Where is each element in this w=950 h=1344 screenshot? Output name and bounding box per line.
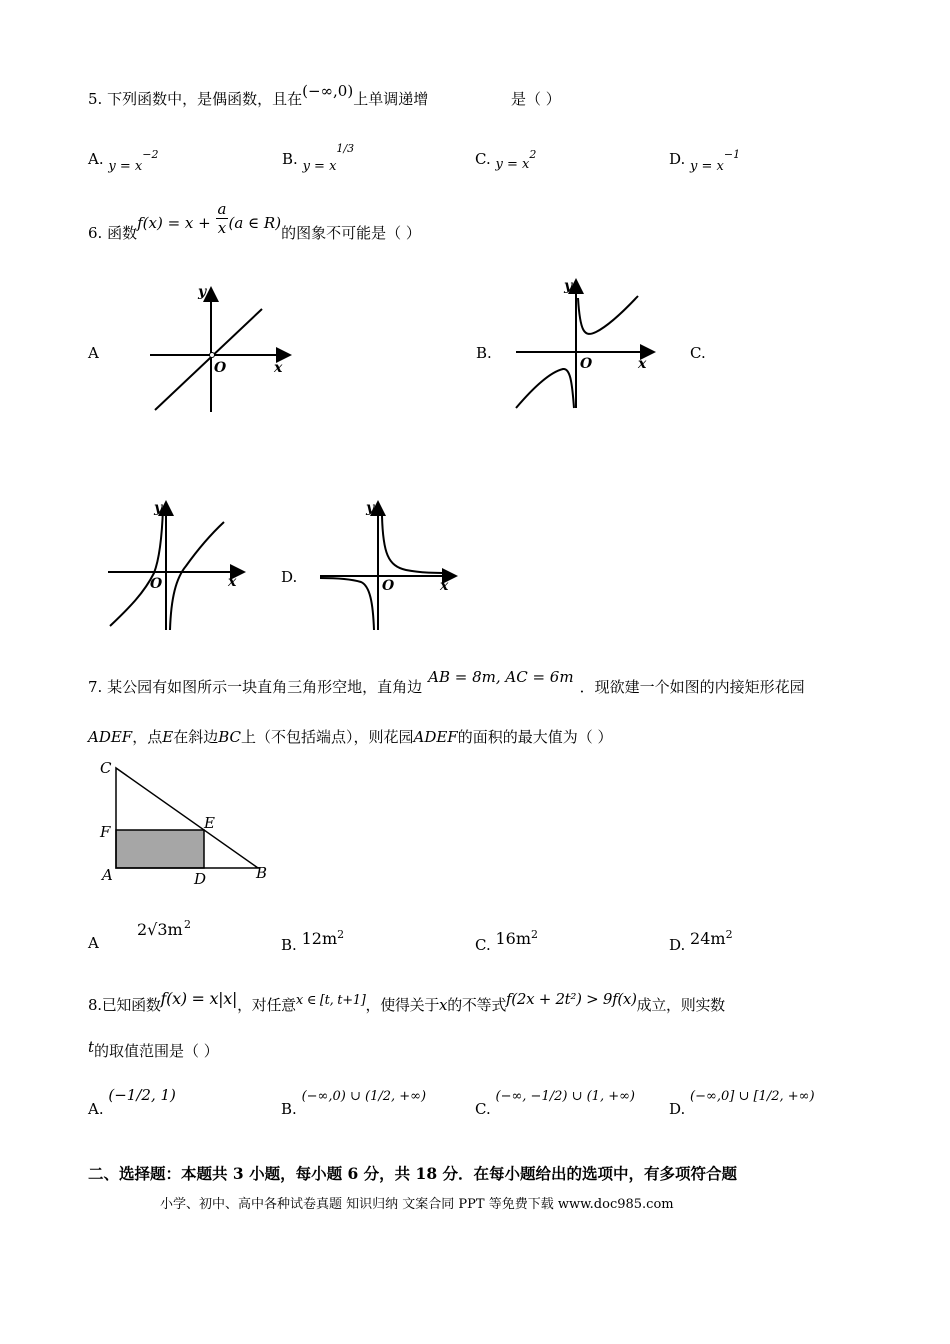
graph-c-y-label: y [154,500,163,516]
q5-stem-a: 下列函数中，是偶函数，且在 [107,90,303,108]
q5-option-a [88,148,159,174]
q7-line2-adef: ADEF [88,728,133,746]
q7-line2-adef2: ADEF [413,728,458,746]
q8-option-a-label: A. [88,1100,104,1118]
q8-stem-a: 已知函数 [101,996,161,1014]
graph-c-origin: O [150,576,163,592]
q7-label-d: D [194,870,207,888]
q7-line2-bc: BC [218,728,241,746]
q5-stem-b: 上单调递增 [353,90,429,108]
q5-option-c [475,148,537,172]
q7-given: AB = 8m, AC = 6m [428,668,574,686]
q5-option-d-sup: −1 [723,148,741,161]
q8-option-a [88,1086,176,1118]
q8-option-b [281,1086,427,1118]
q7-option-c-value: 16m [495,929,532,948]
q5-option-d [669,148,741,174]
q8-option-b-value: (−∞,0) ∪ (1/2, +∞) [301,1089,427,1104]
q8-stem-d: 的不等式 [447,996,507,1014]
q7-line2-f: 的面积的最大值为（ ） [457,728,613,746]
graph-c-x-label: x [228,574,237,590]
q6-label-b: B. [476,344,492,362]
q8-option-d-value: (−∞,0] ∪ [1/2, +∞) [690,1089,815,1104]
q8-stem-e: 成立，则实数 [636,996,725,1014]
q8-option-c [475,1086,636,1118]
q7-label-a: A [102,866,113,884]
q7-triangle-figure [96,756,282,888]
q8-domain: x ∈ [t, t+1] [295,993,366,1008]
q7-option-d-label: D. [669,936,686,954]
graph-d-right-branch [382,516,450,573]
graph-d-y-label: y [366,500,375,516]
q7-label-c: C [100,759,112,777]
q6-word: 函数 [107,224,138,242]
q8-stem-line2 [88,1040,219,1061]
q8-option-d-label: D. [669,1100,686,1118]
graph-a-y-label: y [198,284,207,300]
q5-option-d-expr: y = x [690,159,724,174]
q7-option-b-sup: 2 [337,928,345,941]
q5-option-b-expr: y = x [302,159,337,174]
q7-option-a-sup: 2 [184,918,191,931]
q8-x: x [439,996,448,1014]
q5-option-c-expr: y = x [495,157,530,172]
q7-option-b-label: B. [281,936,297,954]
graph-a-hole [210,353,215,358]
q6-graph-c [104,498,252,634]
graph-b-x-label: x [638,356,647,372]
q8-option-c-label: C. [475,1100,491,1118]
q7-stem-a: 某公园有如图所示一块直角三角形空地，直角边 [107,678,423,696]
section-2-heading: 二、选择题：本题共 3 小题，每小题 6 分，共 18 分．在每小题给出的选项中，有多项符合题 [88,1164,738,1183]
q7-label-b: B [256,864,268,882]
q6-stem [88,200,421,244]
graph-c-right-branch [170,522,224,630]
graph-c-left-branch [110,508,163,626]
q5-option-a-label: A. [88,150,104,168]
graph-b-origin: O [580,356,593,372]
q7-number: 7. [88,678,103,696]
q6-graph-b [508,276,660,412]
q7-line2-c: 在斜边 [173,728,219,746]
q7-stem-line2 [88,726,613,747]
q7-option-a [88,918,208,952]
q7-option-b [281,928,345,954]
q5-number: 5. [88,90,103,108]
q6-graph-a [140,280,300,420]
q8-option-b-label: B. [281,1100,297,1118]
q5-stem-tail: 是（ ） [511,90,561,108]
graph-b-y-label: y [564,278,573,294]
q5-option-c-sup: 2 [529,148,537,161]
q7-option-c [475,928,539,954]
q8-stem-c: ，使得关于 [365,996,440,1014]
q6-number: 6. [88,224,103,242]
q5-option-a-expr: y = x [108,159,143,174]
q7-option-d [669,928,733,954]
q7-label-f: F [100,823,111,841]
graph-d-x-label: x [440,578,449,594]
q6-stem-tail: 的图象不可能是（ ） [281,224,421,242]
q8-stem-line1 [88,988,725,1014]
q8-option-d [669,1086,815,1118]
graph-d-left-branch [320,578,374,630]
graph-a-curve [155,309,262,410]
q8-stem-b: ，对任意 [237,996,296,1014]
graph-a-x-label: x [274,360,283,376]
graph-b-right-branch [578,296,638,334]
q6-formula-right: (a ∈ R) [228,214,282,232]
q7-option-a-value: 2√3m [137,920,183,939]
q7-option-c-sup: 2 [531,928,539,941]
q5-option-b-sup: 1/3 [336,142,355,155]
q8-option-c-value: (−∞, −1/2) ∪ (1, +∞) [495,1089,636,1104]
q5-interval: (−∞,0) [302,82,354,100]
q6-formula-left: f(x) = x + [137,214,211,232]
q7-option-d-sup: 2 [725,928,733,941]
q8-inequality: f(2x + 2t²) > 9f(x) [506,990,637,1008]
q7-option-a-label: A [88,934,99,952]
graph-a-origin: O [214,360,227,376]
q7-line2-e: E [162,728,174,746]
q6-label-a: A [88,344,99,362]
q5-option-a-sup: −2 [142,148,159,161]
q7-option-d-value: 24m [690,929,726,948]
q8-number: 8. [88,996,102,1014]
q6-frac-den: x [217,219,227,237]
q7-line2-b: ，点 [132,728,163,746]
q6-graph-d [316,498,464,634]
q5-option-d-label: D. [669,150,686,168]
q6-label-c: C. [690,344,706,362]
q7-stem-line1 [88,668,805,697]
q8-option-a-value: (−1/2, 1) [108,1086,176,1104]
q6-frac-num: a [217,200,227,218]
q8-t: t [88,1038,95,1056]
q7-stem-b: ．现欲建一个如图的内接矩形花园 [579,678,805,696]
graph-b-left-branch [516,369,574,408]
q6-label-d: D. [281,568,298,586]
q8-line2: 的取值范围是（ ） [94,1042,219,1060]
q7-garden-rect [116,830,204,868]
q5-option-c-label: C. [475,150,491,168]
page-footer: 小学、初中、高中各种试卷真题 知识归纳 文案合同 PPT 等免费下载 www.doc985.com [160,1197,674,1212]
q5-stem [88,82,429,109]
graph-d-origin: O [382,578,395,594]
q7-label-e: E [204,814,215,832]
q8-func: f(x) = x|x| [160,989,238,1008]
q7-option-b-value: 12m [301,929,338,948]
q7-option-c-label: C. [475,936,491,954]
q7-line2-d: 上（不包括端点），则花园 [240,728,414,746]
q5-option-b [282,142,355,174]
q5-option-b-label: B. [282,150,298,168]
q6-fraction [216,200,229,237]
